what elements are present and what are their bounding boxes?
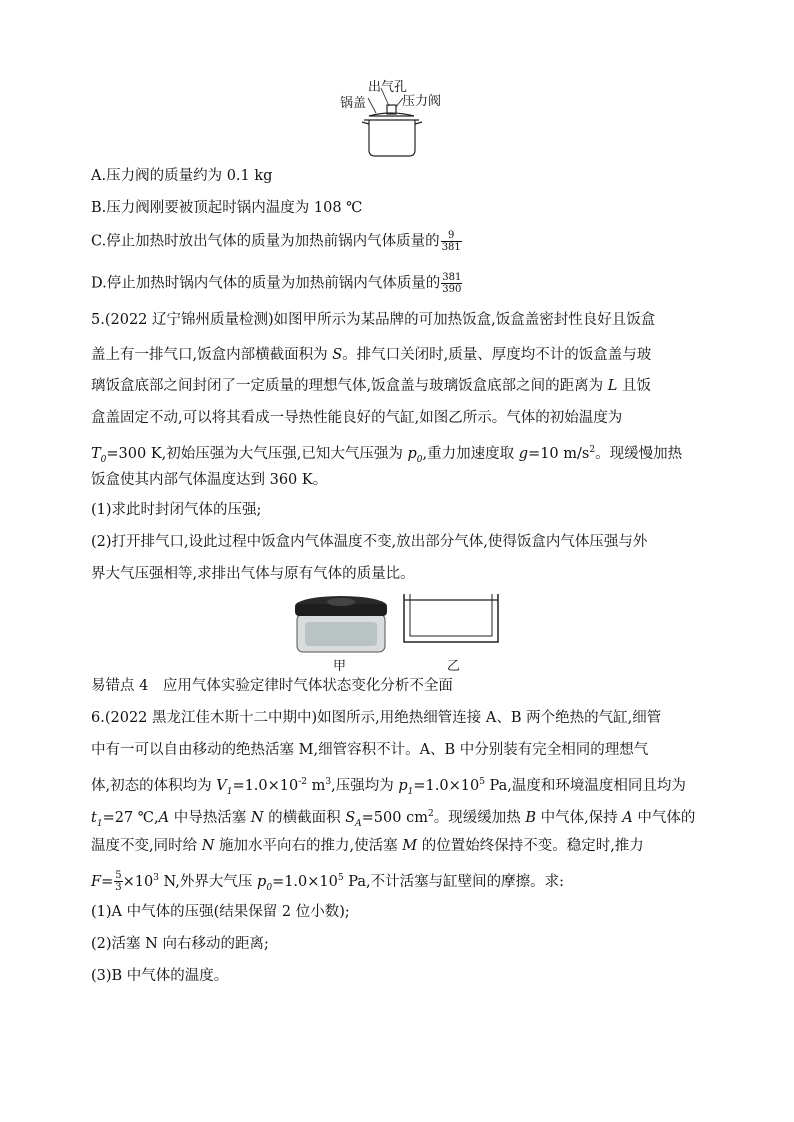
fraction-denominator: 3 — [115, 882, 122, 894]
fraction — [441, 230, 462, 253]
var-f: F — [91, 873, 102, 890]
var-s: S — [332, 347, 343, 363]
text: 中导热活塞 — [169, 809, 251, 826]
fraction — [114, 870, 122, 893]
fraction-numerator: 5 — [115, 870, 122, 882]
text: 的横截面积 — [263, 809, 346, 826]
caption-yi: 乙 — [447, 659, 461, 674]
var-p0: $p_0$ — [257, 873, 273, 893]
var-v1: $V_1$ — [216, 777, 233, 797]
var-t1: $t_1$ — [91, 809, 103, 829]
text: ,压强均为 — [331, 777, 399, 794]
text: =500 cm — [361, 809, 428, 826]
q6-line-5 — [91, 836, 644, 856]
option-d — [91, 272, 462, 295]
var-sa: $S_A$ — [345, 809, 362, 829]
text: Pa,不计活塞与缸壁间的摩擦。求: — [343, 873, 564, 890]
text: m — [307, 777, 326, 794]
option-b: B.压力阀刚要被顶起时锅内温度为 108 ℃ — [91, 200, 363, 216]
text: =27 ℃, — [102, 809, 159, 826]
q6-line-2: 中有一可以自由移动的绝热活塞 M,细管容积不计。A、B 中分别装有完全相同的理想气 — [91, 742, 649, 758]
fraction-numerator: 9 — [441, 230, 462, 242]
lunchbox-photo — [291, 592, 391, 656]
var-n: N — [250, 809, 264, 826]
label-vent: 出气孔 — [368, 80, 408, 95]
q6-subq-3: (3)B 中气体的温度。 — [91, 968, 229, 984]
q6-subq-1: (1)A 中气体的压强(结果保留 2 位小数); — [91, 904, 350, 920]
text: =10 m/s — [528, 445, 590, 462]
text: 中气体,保持 — [535, 809, 623, 826]
option-c-text: C.停止加热时放出气体的质量为加热前锅内气体质量的 — [91, 233, 440, 250]
var-p1: $p_1$ — [398, 777, 414, 797]
text: 。排气口关闭时,质量、厚度均不计的饭盒盖与玻 — [342, 347, 652, 363]
text: 盖上有一排气口,饭盒内部横截面积为 — [91, 347, 333, 363]
q5-subq-2a: (2)打开排气口,设此过程中饭盒内气体温度不变,放出部分气体,使得饭盒内气体压强与外 — [91, 534, 648, 550]
label-valve: 压力阀 — [402, 94, 442, 109]
text: 体,初态的体积均为 — [91, 777, 217, 794]
q5-line-2 — [91, 345, 651, 365]
option-c — [91, 230, 462, 253]
var-t0: $T_0$ — [91, 445, 107, 465]
cylinder-svg — [402, 592, 502, 646]
q5-line-6: 饭盒使其内部气体温度达到 360 K。 — [91, 472, 328, 488]
text: ×10 — [122, 873, 154, 890]
text: N,外界大气压 — [158, 873, 258, 890]
section-heading: 易错点 4 应用气体实验定律时气体状态变化分析不全面 — [91, 678, 453, 694]
q6-subq-2: (2)活塞 N 向右移动的距离; — [91, 936, 269, 952]
var-n: N — [201, 838, 215, 854]
q6-line-3: 体,初态的体积均为 $V_1=1.0\times 10^{-2}$ $m^3$,压强均为 $p_1=1.0\times 10^5$ Pa,温度和环境温度相同且均为 — [91, 777, 686, 797]
var-a: A — [158, 809, 170, 826]
q5-line-5: $T_0=300$ K,初始压强为大气压强,已知大气压强为 $p_0$,重力加速度取 g=10 $m/s^2$。现缓慢加热 — [91, 445, 683, 465]
fraction — [441, 272, 462, 295]
var-m: M — [402, 838, 418, 854]
text: =1.0×10 — [413, 777, 480, 794]
text: =1.0×10 — [232, 777, 299, 794]
var-p0: $p_0$ — [407, 445, 423, 465]
cylinder-diagram — [402, 592, 502, 646]
q6-line-4: $t_1=27$ ℃,A 中导热活塞 N 的横截面积 $S_A=500$ $cm^2$。现缓缓加热 B 中气体,保持 A 中气体的 — [91, 809, 696, 829]
var-b: B — [525, 809, 536, 826]
text: 温度不变,同时给 — [91, 838, 202, 854]
q5-subq-1: (1)求此时封闭气体的压强; — [91, 502, 262, 518]
q5-subq-2b: 界大气压强相等,求排出气体与原有气体的质量比。 — [91, 566, 415, 582]
lunchbox-image — [291, 592, 391, 656]
text: 璃饭盒底部之间封闭了一定质量的理想气体,饭盒盖与玻璃饭盒底部之间的距离为 — [91, 378, 608, 394]
var-a: A — [622, 809, 633, 826]
text: =300 K,初始压强为大气压强,已知大气压强为 — [106, 445, 408, 462]
q6-line-1: 6.(2022 黑龙江佳木斯十二中期中)如图所示,用绝热细管连接 A、B 两个绝热的气缸,细管 — [91, 710, 662, 726]
option-d-text: D.停止加热时锅内气体的质量为加热前锅内气体质量的 — [91, 275, 441, 292]
fraction-numerator: 381 — [442, 272, 462, 283]
fraction-denominator: 381 — [441, 242, 461, 253]
text: =1.0×10 — [272, 873, 338, 890]
q5-line-4: 盒盖固定不动,可以将其看成一导热性能良好的气缸,如图乙所示。气体的初始温度为 — [91, 410, 623, 426]
label-lid: 锅盖 — [340, 96, 367, 111]
text: 中气体的 — [632, 809, 696, 826]
option-a: A.压力阀的质量约为 0.1 kg — [91, 168, 273, 184]
var-l: L — [607, 378, 618, 394]
q6-line-6: F= $\frac{5}{3}$ $\times 10^3$ N,外界大气压 $p_0=1.0\times 10^5$ Pa,不计活塞与缸壁间的摩擦。求: — [91, 870, 564, 894]
text: = — [101, 873, 114, 890]
text: 。现缓慢加热 — [595, 445, 683, 462]
text: ,重力加速度取 — [422, 445, 519, 462]
q5-line-1: 5.(2022 辽宁锦州质量检测)如图甲所示为某品牌的可加热饭盒,饭盒盖密封性良好且饭盒 — [91, 312, 656, 328]
text: 施加水平向右的推力,使活塞 — [214, 838, 403, 854]
fraction-denominator: 390 — [442, 284, 462, 295]
text: Pa,温度和环境温度相同且均为 — [484, 777, 686, 794]
var-g: g — [518, 445, 529, 462]
caption-jia: 甲 — [333, 659, 347, 674]
text: 且饭 — [617, 378, 651, 394]
text: 的位置始终保持不变。稳定时,推力 — [417, 838, 644, 854]
q5-line-3 — [91, 376, 651, 396]
pressure-cooker-figure — [340, 76, 450, 160]
text: 。现缓缓加热 — [433, 809, 526, 826]
